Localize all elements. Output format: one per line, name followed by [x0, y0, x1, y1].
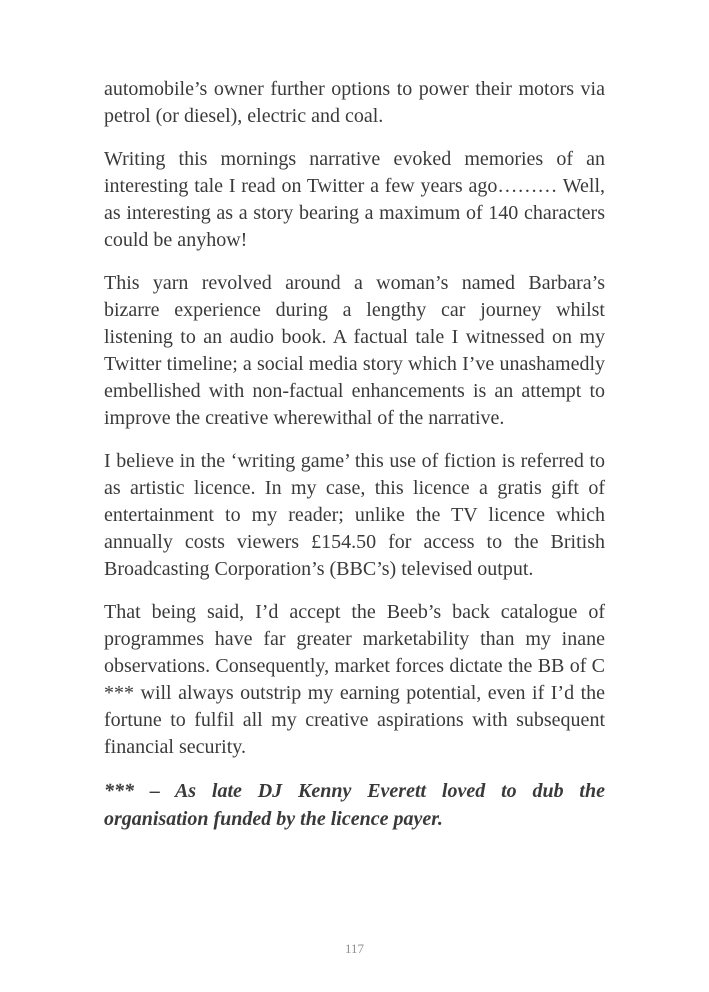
body-paragraph: automobile’s owner further options to power their motors via petrol (or diesel), electric and coal.	[104, 78, 605, 127]
page-number: 117	[344, 941, 365, 956]
body-paragraph: Writing this mornings narrative evoked memories of an interesting tale I read on Twitter a few years ago……… Well, as interesting as a story bearing a maximum of 140 characters could be anyhow!	[104, 148, 605, 251]
body-paragraph: I believe in the ‘writing game’ this use of fiction is referred to as artistic licence. In my case, this licence a gratis gift of entertainment to my reader; unlike the TV licence which annually costs viewers £154.50 for access to the British Broadcasting Corporation’s (BBC’s) televised output.	[104, 450, 605, 580]
footnote-paragraph: *** – As late DJ Kenny Everett loved to dub the organisation funded by the licence payer.	[104, 780, 605, 830]
text-block	[104, 76, 605, 833]
body-paragraph: That being said, I’d accept the Beeb’s back catalogue of programmes have far greater marketability than my inane observations. Consequently, market forces dictate the BB of C *** will always outstrip my earning potential, even if I’d the fortune to fulfil all my creative aspirations with subsequent financial security.	[104, 601, 605, 758]
body-paragraph: This yarn revolved around a woman’s named Barbara’s bizarre experience during a lengthy car journey whilst listening to an audio book. A factual tale I witnessed on my Twitter timeline; a social media story which I’ve unashamedly embellished with non-factual enhancements is an attempt to improve the creative wherewithal of the narrative.	[104, 272, 605, 429]
